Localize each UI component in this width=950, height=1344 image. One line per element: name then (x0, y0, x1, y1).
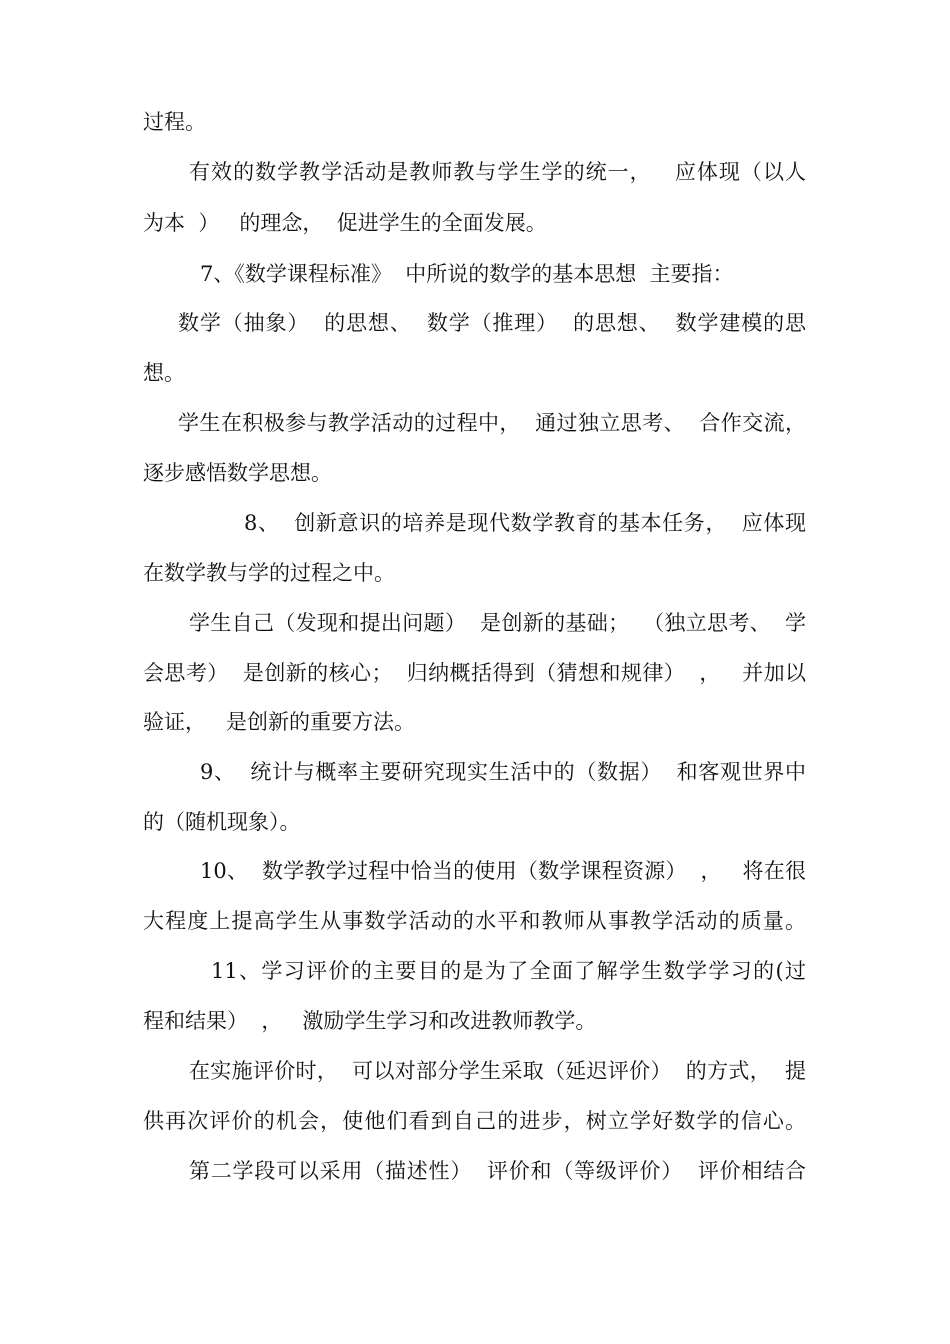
text-line: 在实施评价时， 可以对部分学生采取（延迟评价） 的方式， 提 (189, 1059, 806, 1083)
text-line: 第二学段可以采用（描述性） 评价和（等级评价） 评价相结合 (189, 1159, 806, 1183)
text-line: 逐步感悟数学思想。 (143, 461, 332, 485)
text-line: 7、《数学课程标准》 中所说的数学的基本思想 主要指： (200, 262, 734, 286)
text-line: 程和结果） ， 激励学生学习和改进教师教学。 (143, 1009, 597, 1033)
text-line: 过程。 (143, 110, 206, 134)
text-line: 会思考） 是创新的核心； 归纳概括得到（猜想和规律） ， 并加以 (143, 661, 806, 685)
text-line: 为本 ） 的理念， 促进学生的全面发展。 (143, 211, 547, 235)
text-line: 11、学习评价的主要目的是为了全面了解学生数学学习的(过 (211, 959, 806, 983)
text-line: 在数学教与学的过程之中。 (143, 561, 395, 585)
text-line: 9、 统计与概率主要研究现实生活中的（数据） 和客观世界中 (200, 760, 806, 784)
text-line: 大程度上提高学生从事数学活动的水平和教师从事教学活动的质量。 (143, 909, 806, 933)
text-line: 供再次评价的机会，使他们看到自己的进步，树立学好数学的信心。 (143, 1109, 806, 1133)
text-line: 验证， 是创新的重要方法。 (143, 710, 416, 734)
text-line: 数学（抽象） 的思想、 数学（推理） 的思想、 数学建模的思 (178, 311, 806, 335)
text-line: 学生自己（发现和提出问题） 是创新的基础； （独立思考、 学 (189, 611, 806, 635)
text-line: 学生在积极参与教学活动的过程中， 通过独立思考、 合作交流， (178, 411, 806, 435)
text-line: 有效的数学教学活动是教师教与学生学的统一， 应体现（以人 (189, 160, 806, 184)
text-line: 的（随机现象）。 (143, 810, 301, 834)
text-line: 10、 数学教学过程中恰当的使用（数学课程资源） ， 将在很 (200, 859, 806, 883)
text-line: 8、 创新意识的培养是现代数学教育的基本任务， 应体现 (244, 511, 806, 535)
text-line: 想。 (143, 361, 185, 385)
